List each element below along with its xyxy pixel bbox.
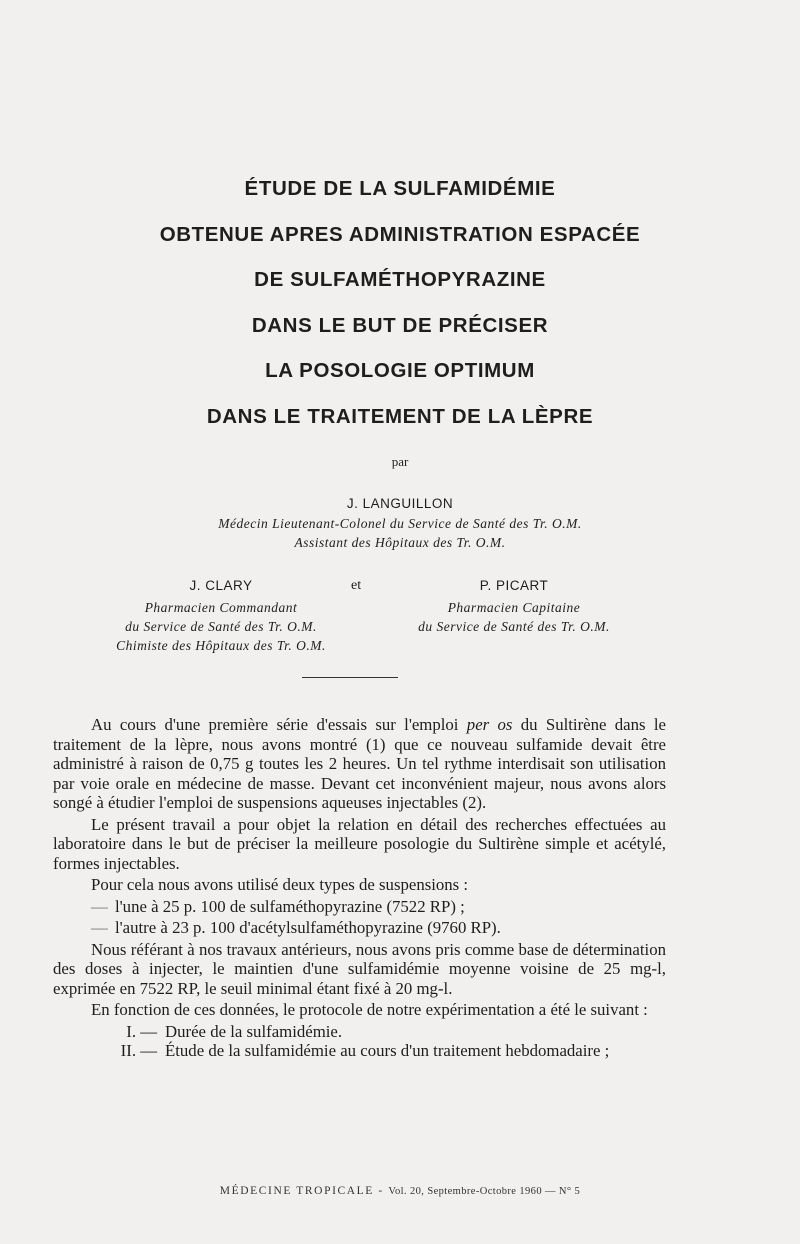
author-role: du Service de Santé des Tr. O.M. (125, 619, 317, 634)
dash-mark: — (91, 896, 108, 916)
author-role: Médecin Lieutenant-Colonel du Service de Santé des Tr. O.M. (218, 516, 582, 531)
conjunction-et: et (351, 578, 362, 593)
author-name: J. LANGUILLON (346, 496, 454, 511)
dash-item (53, 918, 666, 938)
item-text: Étude de la sulfamidémie au cours d'un traitement hebdomadaire ; (165, 1041, 610, 1060)
title-line: OBTENUE APRES ADMINISTRATION ESPACÉE (159, 222, 641, 246)
article-title (0, 172, 800, 445)
title-line: ÉTUDE DE LA SULFAMIDÉMIE (244, 177, 556, 200)
paragraph: Nous référant à nos travaux antérieurs, nous avons pris comme base de détermination des doses à injecter, le maintien d'une sulfamidémie moyenne voisine de 25 mg-l, exprimée en 7522 RP, le seuil minimal étant fixé à 20 mg-l. (53, 939, 666, 998)
item-number: II. — (120, 1041, 157, 1060)
co-author-right (384, 576, 644, 636)
text-run: du Sultirène dans le traitement de la lèpre, nous avons montré (1) que ce nouveau sulfamide devait être administré à raison de 0,75 g toutes les 2 heures. Un tel rythme interdisait son utilisation par voie orale en médecine de masse. Devant cet inconvénient majeur, nous avons alors songé à étudier l'emploi de suspensions aqueuses injectables (2). (53, 715, 666, 812)
author-name: P. PICART (479, 578, 549, 593)
protocol-item (53, 1022, 666, 1042)
author-role: Assistant des Hôpitaux des Tr. O.M. (294, 535, 506, 550)
page-footer (0, 1185, 800, 1197)
author-role: Pharmacien Capitaine (447, 600, 581, 615)
paragraph: En fonction de ces données, le protocole de notre expérimentation a été le suivant : (91, 1000, 648, 1019)
author-role: Chimiste des Hôpitaux des Tr. O.M. (116, 638, 326, 653)
protocol-item (53, 1041, 666, 1061)
separator-rule (302, 677, 398, 678)
main-author (0, 494, 800, 552)
issue-details: Vol. 20, Septembre-Octobre 1960 — N° 5 (388, 1186, 581, 1197)
paragraph (53, 715, 666, 813)
dash-mark: — (91, 918, 108, 937)
author-role: du Service de Santé des Tr. O.M. (418, 619, 610, 634)
title-line: DANS LE BUT DE PRÉCISER (251, 313, 549, 337)
dash-item (53, 897, 666, 917)
text-run: l'une à 25 p. 100 de sulfaméthopyrazine (7522 RP) ; (115, 896, 465, 916)
footer-separator: - (373, 1185, 389, 1197)
title-line: LA POSOLOGIE OPTIMUM (265, 359, 535, 382)
co-author-left (76, 576, 366, 655)
paragraph: Le présent travail a pour objet la relation en détail des recherches effectuées au laboratoire dans le but de préciser la meilleure posologie du Sultirène simple et acétylé, formes injectables. (53, 814, 666, 873)
title-line: DANS LE TRAITEMENT DE LA LÈPRE (206, 404, 594, 428)
italic-term: per os (466, 715, 513, 734)
item-text: Durée de la sulfamidémie. (165, 1021, 343, 1041)
journal-name: MÉDECINE TROPICALE (219, 1185, 374, 1197)
title-line: DE SULFAMÉTHOPYRAZINE (254, 268, 546, 291)
text-run: l'autre à 23 p. 100 d'acétylsulfaméthopyrazine (9760 RP). (115, 918, 501, 937)
paragraph: Pour cela nous avons utilisé deux types de suspensions : (91, 875, 469, 894)
text-run: Au cours d'une première série d'essais sur l'emploi (91, 715, 467, 734)
item-number: I. — (126, 1021, 157, 1041)
author-name: J. CLARY (189, 578, 253, 593)
author-role: Pharmacien Commandant (144, 600, 298, 615)
byline-par: par (391, 454, 409, 469)
article-body (53, 715, 666, 1061)
